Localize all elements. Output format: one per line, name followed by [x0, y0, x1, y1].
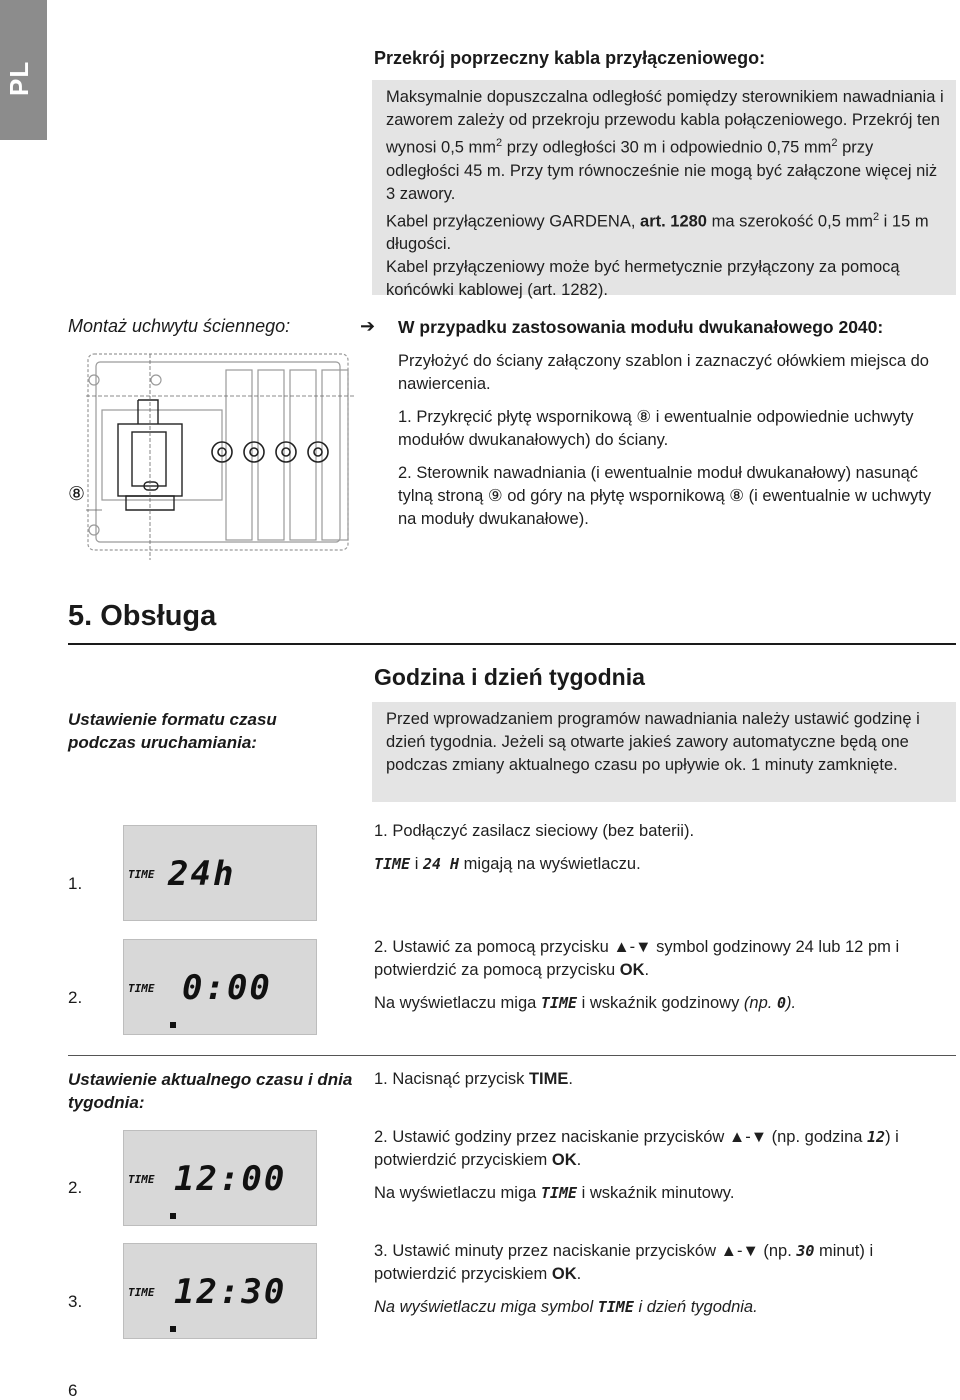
lcd-digits: 24h	[168, 854, 236, 894]
section-title: 5. Obsługa	[68, 600, 217, 632]
current-step-1: 1. Nacisnąć przycisk TIME.	[374, 1070, 573, 1088]
lcd-hour-indicator	[170, 1022, 176, 1028]
subsection-title: Godzina i dzień tygodnia	[374, 664, 645, 690]
current-step-2-number: 2.	[68, 1178, 83, 1197]
section-divider	[68, 643, 956, 645]
format-steps: 1. Podłączyć zasilacz sieciowy (bez baterii). TIME i 24 H migają na wyświetlaczu.	[374, 822, 695, 873]
wall-mount-diagram	[66, 340, 356, 570]
lcd-day-indicator	[170, 1326, 176, 1332]
lcd-minute-indicator	[170, 1213, 176, 1219]
mount-instructions: Przyłożyć do ściany załączony szablon i zaznaczyć ołówkiem miejsca do nawiercenia. 1. Przykręcić płytę wspornikową ⑧ i ewentualnie odpowiednie uchwyty modułów dwukanałowych) do ściany. 2. Sterownik nawadniania (i ewentualnie moduł dwukanałowy) nasunąć tylną stroną ⑨ od góry na płytę wspornikową ⑧ (i ewentualnie w uchwyty na moduły dwukanałowe).	[398, 352, 932, 528]
figure-label-8: ⑧	[68, 484, 86, 505]
page-number: 6	[68, 1381, 78, 1400]
mount-heading: Montaż uchwytu ściennego:	[68, 316, 291, 336]
lcd-display	[123, 825, 317, 921]
arrow-icon: ➔	[360, 316, 376, 336]
current-step-3: 3. Ustawić minuty przez naciskanie przycisków ▲-▼ (np. 30 minut) i potwierdzić przyciskiem OK. Na wyświetlaczu miga symbol TIME i dzień tygodnia.	[374, 1242, 874, 1316]
format-heading: Ustawienie formatu czasu podczas uruchamiania:	[68, 710, 277, 752]
language-tab-label: PL	[4, 60, 34, 96]
current-time-heading: Ustawienie aktualnego czasu i dnia tygodnia:	[68, 1070, 353, 1112]
current-step-3-number: 3.	[68, 1292, 83, 1311]
format-step-2-number: 2.	[68, 988, 83, 1007]
language-tab	[0, 0, 47, 140]
lcd-display	[123, 939, 317, 1035]
lcd-time-label: TIME	[128, 1286, 155, 1299]
lcd-display	[123, 1243, 317, 1339]
mount-instruction-heading: W przypadku zastosowania modułu dwukanałowego 2040:	[398, 317, 884, 337]
current-step-2: 2. Ustawić godziny przez naciskanie przycisków ▲-▼ (np. godzina 12) i potwierdzić przyciskiem OK. Na wyświetlaczu miga TIME i wskaźnik minutowy.	[374, 1128, 899, 1202]
lcd-display	[123, 1130, 317, 1226]
format-step-2: 2. Ustawić za pomocą przycisku ▲-▼ symbol godzinowy 24 lub 12 pm i potwierdzić za pomocą przycisku OK. Na wyświetlaczu miga TIME i wskaźnik godzinowy (np. 0).	[374, 938, 900, 1012]
cable-heading: Przekrój poprzeczny kabla przyłączeniowego:	[374, 48, 766, 68]
intro-text: Przed wprowadzaniem programów nawadniania należy ustawić godzinę i dzień tygodnia. Jeżeli są otwarte jakieś zawory automatyczne będą one podczas zmiany aktualnego czasu po upływie ok. 1 minuty zamknięte.	[386, 710, 920, 774]
lcd-digits: 0:00	[182, 968, 272, 1008]
lcd-time-label: TIME	[128, 982, 155, 995]
lcd-digits: 12:00	[174, 1159, 287, 1199]
lcd-time-label: TIME	[128, 1173, 155, 1186]
divider	[68, 1055, 956, 1056]
lcd-digits: 12:30	[174, 1272, 287, 1312]
lcd-time-label: TIME	[128, 868, 155, 881]
cable-info-text: Maksymalnie dopuszczalna odległość pomiędzy sterownikiem nawadniania i zaworem zależy od przekroju przewodu kabla połączeniowego. Przekrój ten wynosi 0,5 $mm^2$ przy odległości 30 m i odpowiednio 0,75 $mm^2$ przy odległości 45 m. Przy tym równocześnie nie mogą być załączone więcej niż 3 zawory. Kabel przyłączeniowy GARDENA, art. 1280 ma szerokość 0,5 $mm^2$ i 15 m długości. Kabel przyłączeniowy może być hermetycznie przyłączony za pomocą końcówki kablowej (art. 1282).	[386, 88, 944, 299]
format-step-1-number: 1.	[68, 874, 83, 893]
